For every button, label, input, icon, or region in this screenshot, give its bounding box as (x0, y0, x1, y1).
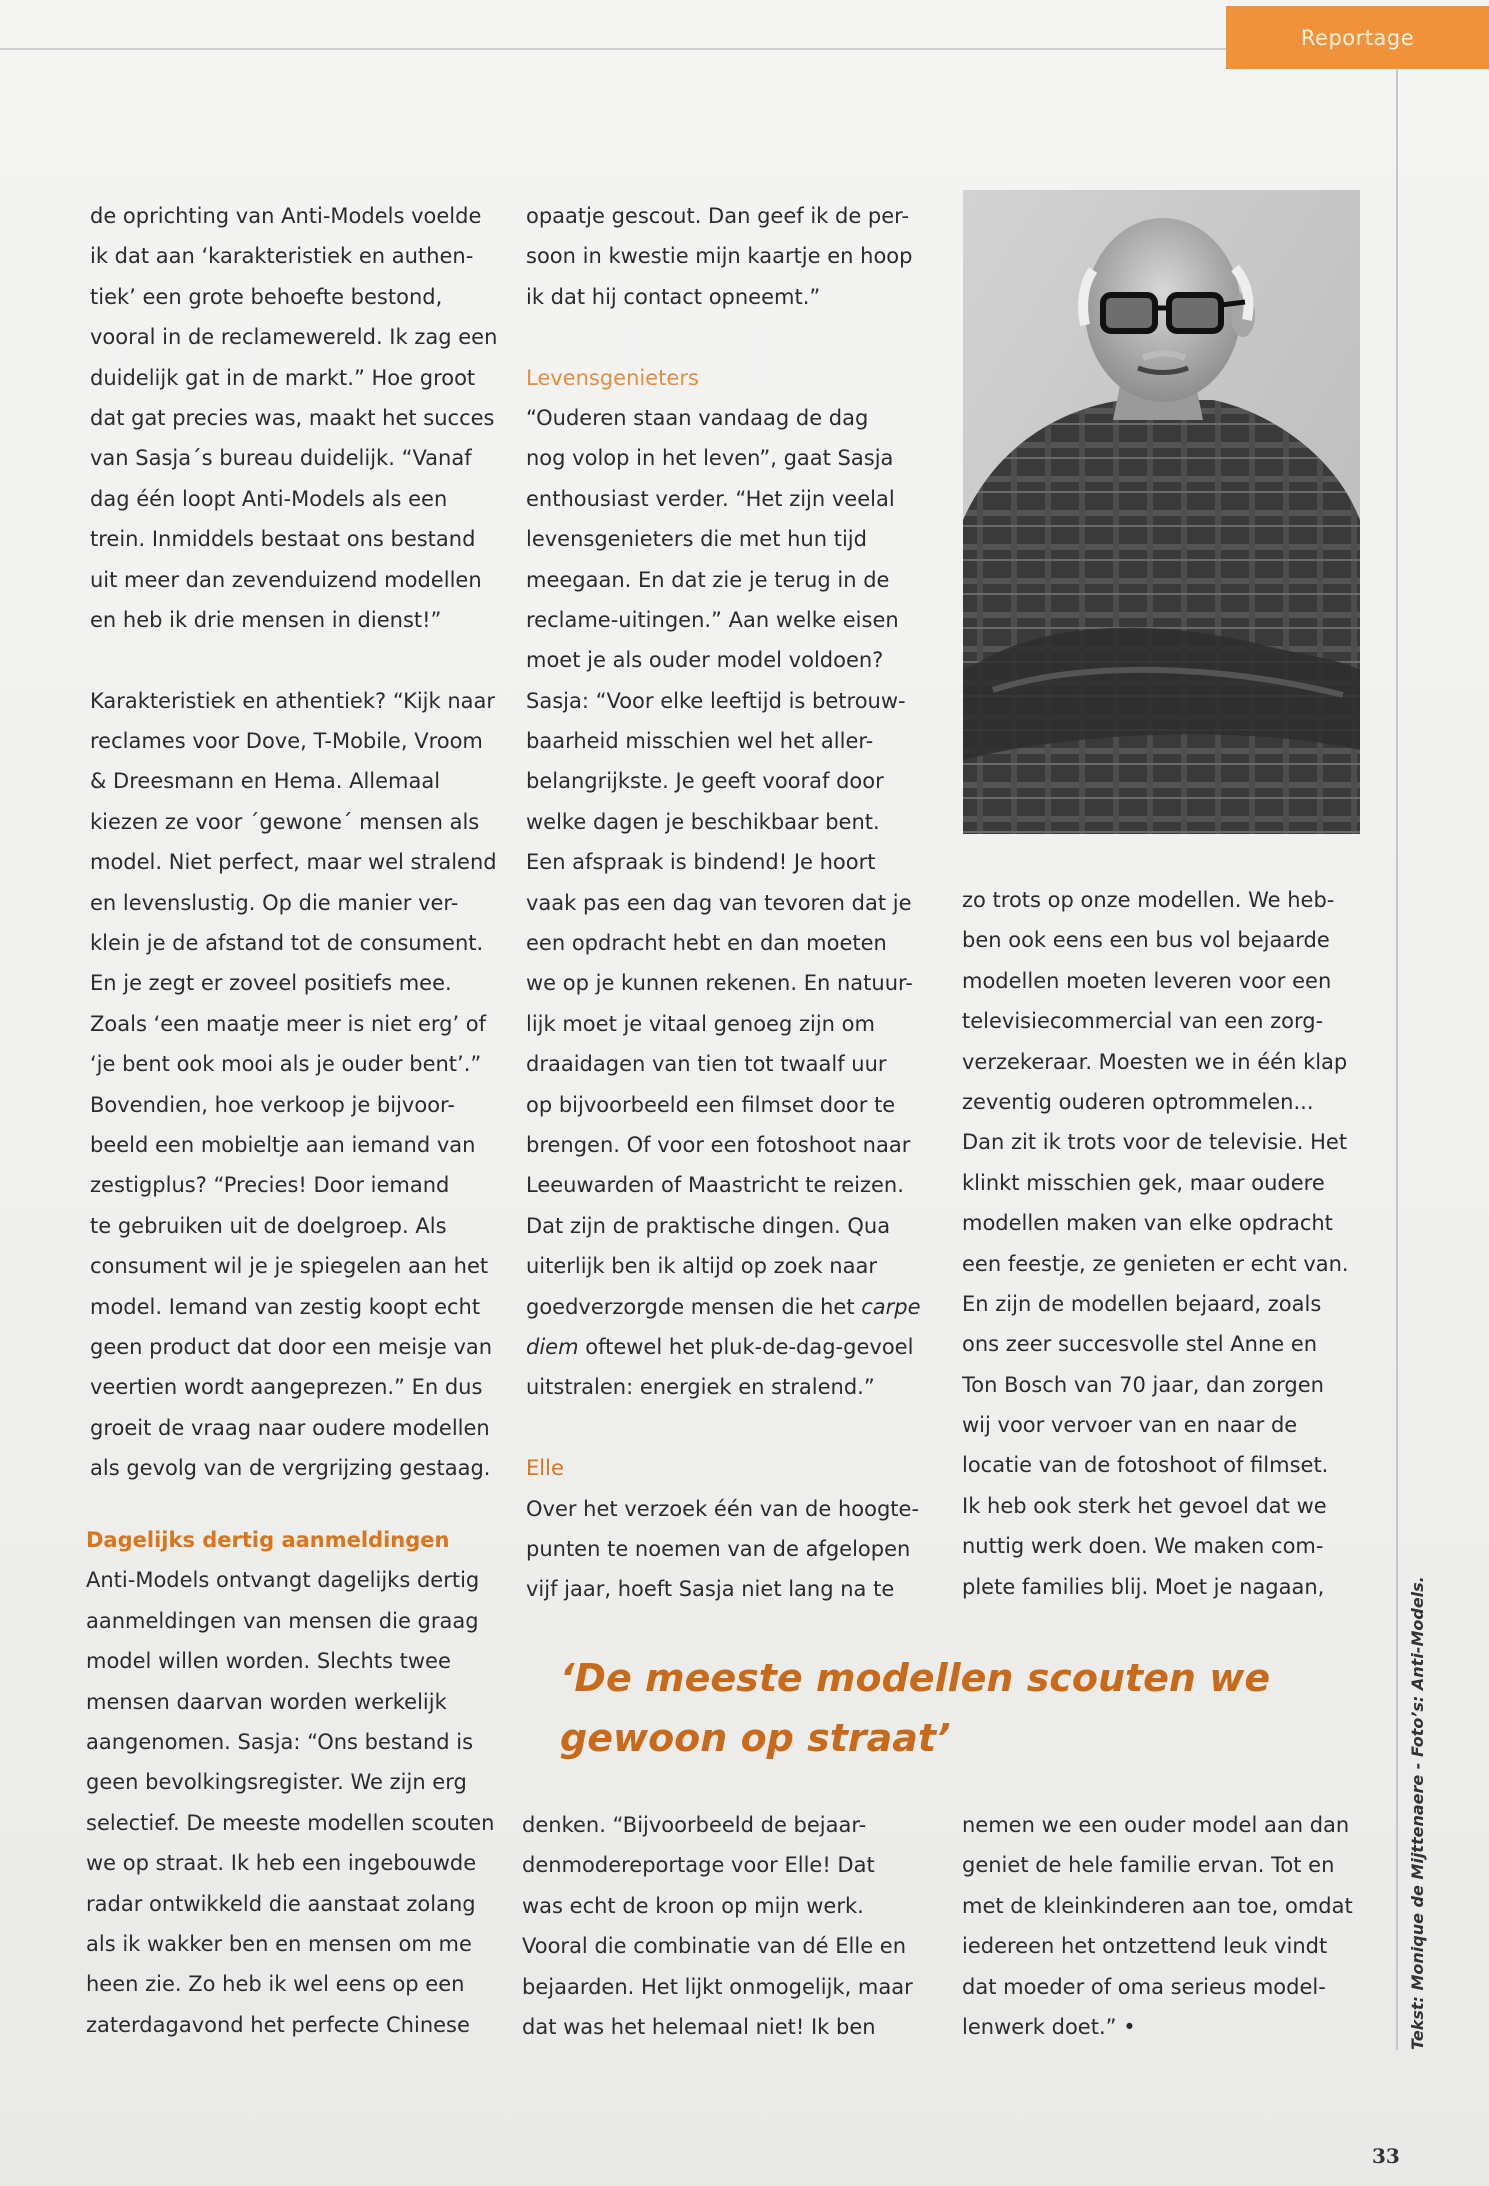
section-label: Reportage (1300, 25, 1415, 50)
text-line: Ton Bosch van 70 jaar, dan zorgen (962, 1372, 1324, 1397)
section-heading: Levensgenieters (526, 365, 699, 390)
text-line: als ik wakker ben en mensen om me (86, 1931, 472, 1956)
text-line: selectief. De meeste modellen scouten (86, 1810, 495, 1835)
text-line: bejaarden. Het lijkt onmogelijk, maar (522, 1974, 913, 1999)
text-line: soon in kwestie mijn kaartje en hoop (526, 244, 913, 269)
text-line: dat moeder of oma serieus model- (962, 1974, 1326, 1999)
top-rule (0, 48, 1395, 50)
text-line: we op je kunnen rekenen. En natuur- (526, 971, 913, 996)
text-line: meegaan. En dat zie je terug in de (526, 567, 890, 592)
text-line: Karakteristiek en athentiek? “Kijk naar (90, 688, 496, 713)
text-line: draaidagen van tien tot twaalf uur (526, 1052, 887, 1077)
text-line: een opdracht hebt en dan moeten (526, 931, 887, 956)
text-line: dat gat precies was, maakt het succes (90, 405, 495, 430)
text-line: En zijn de modellen bejaard, zoals (962, 1291, 1322, 1316)
text-line: verzekeraar. Moesten we in één klap (962, 1049, 1348, 1074)
text-line: plete families blij. Moet je nagaan, (962, 1574, 1325, 1599)
text-line (526, 1287, 926, 1327)
text-line: beeld een mobieltje aan iemand van (90, 1132, 476, 1157)
text-line: ons zeer succesvolle stel Anne en (962, 1332, 1318, 1357)
text-line: uiterlijk ben ik altijd op zoek naar (526, 1254, 877, 1279)
text-line: nemen we een ouder model aan dan (962, 1813, 1350, 1837)
column-2-lower (522, 1805, 922, 2047)
pull-quote-line: gewoon op straat’ (560, 1716, 951, 1760)
portrait-photo (963, 190, 1360, 834)
text-line: nog volop in het leven”, gaat Sasja (526, 446, 894, 471)
text-line: Leeuwarden of Maastricht te reizen. (526, 1173, 904, 1198)
text-line: iedereen het ontzettend leuk vindt (962, 1934, 1328, 1959)
text-line: opaatje gescout. Dan geef ik de per- (526, 204, 910, 228)
text-line: punten te noemen van de afgelopen (526, 1536, 911, 1561)
text-line: geen bevolkingsregister. We zijn erg (86, 1770, 467, 1795)
text-line: model. Iemand van zestig koopt echt (90, 1294, 481, 1319)
text-line: mensen daarvan worden werkelijk (86, 1689, 447, 1714)
text-line: duidelijk gat in de markt.” Hoe groot (90, 365, 476, 390)
text-line: denken. “Bijvoorbeeld de bejaar- (522, 1813, 867, 1837)
section-tab (1226, 6, 1489, 69)
text-line: modellen maken van elke opdracht (962, 1211, 1333, 1236)
text-line: met de kleinkinderen aan toe, omdat (962, 1893, 1353, 1918)
text-line: zestigplus? “Precies! Door iemand (90, 1173, 450, 1198)
text-line: modellen moeten leveren voor een (962, 968, 1332, 993)
text-line: radar ontwikkeld die aanstaat zolang (86, 1891, 476, 1916)
text-line: welke dagen je beschikbaar bent. (526, 809, 880, 834)
text-line: de oprichting van Anti-Models voelde (90, 204, 482, 228)
text-line: enthousiast verder. “Het zijn veelal (526, 486, 895, 511)
text-line: televisiecommercial van een zorg- (962, 1009, 1324, 1034)
italic-term: carpe (861, 1294, 921, 1319)
text-line: tiek’ een grote behoefte bestond, (90, 284, 443, 309)
column-2 (526, 196, 926, 1610)
text-line: zeventig ouderen optrommelen... (962, 1089, 1314, 1114)
text-line: als gevolg van de vergrijzing gestaag. (90, 1456, 491, 1481)
portrait-illustration (963, 190, 1360, 834)
text-line: baarheid misschien wel het aller- (526, 729, 874, 754)
text-line: was echt de kroon op mijn werk. (522, 1893, 864, 1918)
text-line: klein je de afstand tot de consument. (90, 931, 484, 956)
text-line: we op straat. Ik heb een ingebouwde (86, 1851, 477, 1876)
text-line: brengen. Of voor een fotoshoot naar (526, 1132, 911, 1157)
text-line: levensgenieters die met hun tijd (526, 527, 867, 552)
text-line: op bijvoorbeeld een filmset door te (526, 1092, 896, 1117)
text-line: Een afspraak is bindend! Je hoort (526, 850, 876, 875)
pull-quote-line: ‘De meeste modellen scouten we (560, 1656, 1271, 1700)
text-run: oftewel het pluk-de-dag-gevoel (578, 1334, 914, 1359)
text-line: Over het verzoek één van de hoogte- (526, 1496, 920, 1521)
section-heading: Elle (526, 1456, 564, 1481)
text-line: Zoals ‘een maatje meer is niet erg’ of (90, 1011, 487, 1036)
text-line: model willen worden. Slechts twee (86, 1649, 451, 1674)
text-line: vooral in de reclamewereld. Ik zag een (90, 325, 498, 350)
text-line: vaak pas een dag van tevoren dat je (526, 890, 912, 915)
text-line: model. Niet perfect, maar wel stralend (90, 850, 497, 875)
text-line: Bovendien, hoe verkoop je bijvoor- (90, 1092, 455, 1117)
text-line: een feestje, ze genieten er echt van. (962, 1251, 1349, 1276)
text-line: “Ouderen staan vandaag de dag (526, 405, 869, 430)
text-line: denmodereportage voor Elle! Dat (522, 1853, 875, 1878)
text-line: nuttig werk doen. We maken com- (962, 1534, 1324, 1559)
text-line: moet je als ouder model voldoen? (526, 648, 884, 673)
text-line: heen zie. Zo heb ik wel eens op een (86, 1972, 465, 1997)
text-line: ik dat aan ‘karakteristiek en authen- (90, 244, 474, 269)
text-line: Anti-Models ontvangt dagelijks dertig (86, 1568, 480, 1593)
text-line: vijf jaar, hoeft Sasja niet lang na te (526, 1577, 895, 1602)
text-line: aangenomen. Sasja: “Ons bestand is (86, 1729, 474, 1754)
text-line: klinkt misschien gek, maar oudere (962, 1170, 1325, 1195)
text-line: geen product dat door een meisje van (90, 1334, 493, 1359)
page-number: 33 (1372, 2144, 1400, 2168)
text-line: Vooral die combinatie van dé Elle en (522, 1934, 907, 1959)
text-line: aanmeldingen van mensen die graag (86, 1608, 479, 1633)
text-line: locatie van de fotoshoot of filmset. (962, 1453, 1329, 1478)
text-line (526, 1327, 926, 1367)
column-3-lower (962, 1805, 1362, 2047)
text-line: en heb ik drie mensen in dienst!” (90, 607, 442, 632)
text-line: reclame-uitingen.” Aan welke eisen (526, 607, 899, 632)
text-line: veertien wordt aangeprezen.” En dus (90, 1375, 483, 1400)
text-line: belangrijkste. Je geeft vooraf door (526, 769, 884, 794)
pull-quote (560, 1648, 1271, 1768)
text-line: Sasja: “Voor elke leeftijd is betrouw- (526, 688, 906, 713)
text-line: ben ook eens een bus vol bejaarde (962, 928, 1330, 953)
text-line: uitstralen: energiek en stralend.” (526, 1375, 875, 1400)
text-line: Ik heb ook sterk het gevoel dat we (962, 1493, 1327, 1518)
column-1 (90, 196, 498, 1489)
text-line: ‘je bent ook mooi als je ouder bent’.” (90, 1052, 482, 1077)
text-line: te gebruiken uit de doelgroep. Als (90, 1213, 447, 1238)
text-line: trein. Inmiddels bestaat ons bestand (90, 527, 476, 552)
text-line: & Dreesmann en Hema. Allemaal (90, 769, 441, 794)
text-line: dag één loopt Anti-Models als een (90, 486, 448, 511)
right-rule (1396, 70, 1398, 2050)
text-line: Dat zijn de praktische dingen. Qua (526, 1213, 891, 1238)
text-line: ik dat hij contact opneemt.” (526, 284, 821, 309)
text-line: groeit de vraag naar oudere modellen (90, 1415, 490, 1440)
text-line: reclames voor Dove, T-Mobile, Vroom (90, 729, 483, 754)
text-line: zo trots op onze modellen. We heb- (962, 888, 1335, 912)
column-3 (962, 880, 1362, 1607)
photo-credit: Tekst: Monique de Mijttenaere - Foto’s: Anti-Models. (1408, 1576, 1427, 2050)
text-line: kiezen ze voor ´gewone´ mensen als (90, 809, 480, 834)
text-line: uit meer dan zevenduizend modellen (90, 567, 482, 592)
italic-term: diem (526, 1334, 579, 1359)
section-heading: Dagelijks dertig aanmeldingen (86, 1528, 450, 1552)
text-line: lijk moet je vitaal genoeg zijn om (526, 1011, 875, 1036)
text-line: dat was het helemaal niet! Ik ben (522, 2014, 876, 2039)
text-line: En je zegt er zoveel positiefs mee. (90, 971, 452, 996)
text-line: en levenslustig. Op die manier ver- (90, 890, 459, 915)
text-line: van Sasja´s bureau duidelijk. “Vanaf (90, 446, 472, 471)
text-run: goedverzorgde mensen die het (526, 1294, 862, 1319)
text-line: Dan zit ik trots voor de televisie. Het (962, 1130, 1348, 1155)
text-line: consument wil je je spiegelen aan het (90, 1254, 489, 1279)
text-line: lenwerk doet.” • (962, 2014, 1136, 2039)
column-1-lower (86, 1520, 495, 2045)
text-line: geniet de hele familie ervan. Tot en (962, 1853, 1335, 1878)
text-line: wij voor vervoer van en naar de (962, 1413, 1298, 1438)
text-line: zaterdagavond het perfecte Chinese (86, 2012, 470, 2037)
